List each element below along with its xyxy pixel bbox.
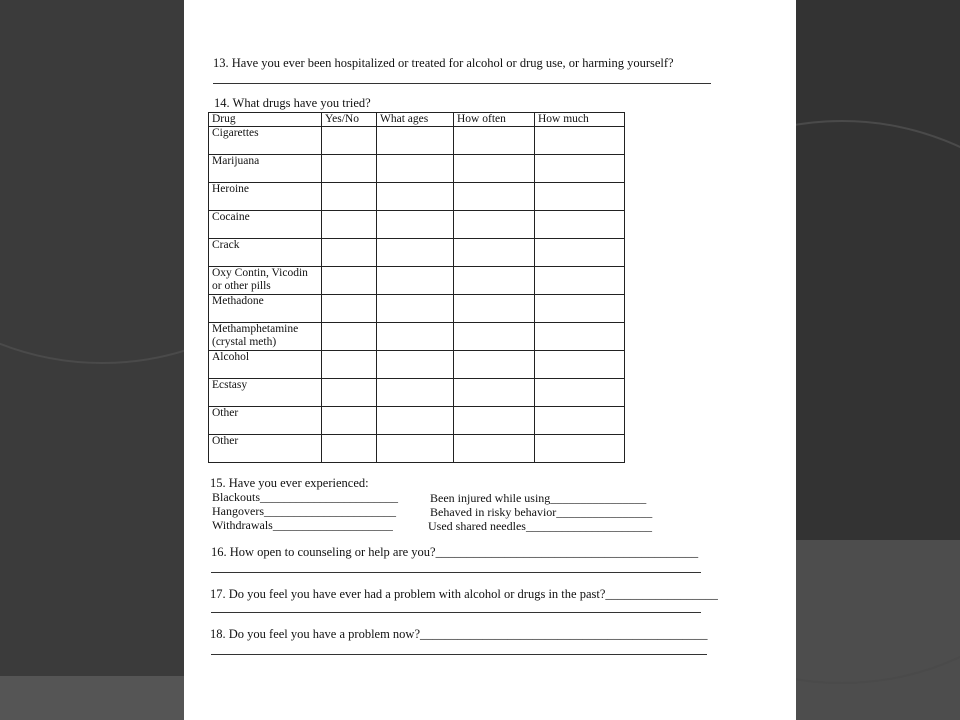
drug-name-cell xyxy=(209,127,322,155)
answer-what-ages[interactable] xyxy=(377,155,454,183)
answer-what-ages[interactable] xyxy=(377,351,454,379)
answer-yes-no[interactable] xyxy=(322,351,377,379)
drug-table xyxy=(208,112,625,463)
table-row xyxy=(209,239,625,267)
table-row xyxy=(209,127,625,155)
drug-name-cell xyxy=(209,407,322,435)
drug-name-line: Alcohol xyxy=(212,351,250,363)
answer-how-often[interactable] xyxy=(454,407,535,435)
answer-how-often[interactable] xyxy=(454,127,535,155)
drug-name-cell xyxy=(209,295,322,323)
experience-blackouts[interactable]: Blackouts_______________________ xyxy=(212,490,398,504)
drug-name-line: Marijuana xyxy=(212,155,260,167)
answer-how-much[interactable] xyxy=(535,295,625,323)
answer-what-ages[interactable] xyxy=(377,379,454,407)
answer-how-much[interactable] xyxy=(535,351,625,379)
drug-name-line: Cocaine xyxy=(212,211,250,223)
answer-how-often[interactable] xyxy=(454,323,535,351)
question-14: 14. What drugs have you tried? xyxy=(214,96,371,110)
answer-yes-no[interactable] xyxy=(322,435,377,463)
drug-name-cell xyxy=(209,323,322,351)
answer-yes-no[interactable] xyxy=(322,323,377,351)
answer-yes-no[interactable] xyxy=(322,183,377,211)
question-18: 18. Do you feel you have a problem now?______________________________________________ xyxy=(210,627,708,641)
drug-name-line: (crystal meth) xyxy=(212,336,277,348)
answer-how-often[interactable] xyxy=(454,295,535,323)
document-page xyxy=(184,0,796,720)
experience-shared-needles[interactable]: Used shared needles_____________________ xyxy=(428,519,652,533)
answer-how-often[interactable] xyxy=(454,351,535,379)
answer-how-often[interactable] xyxy=(454,239,535,267)
drug-name-cell xyxy=(209,211,322,239)
answer-yes-no[interactable] xyxy=(322,407,377,435)
header-what-ages: What ages xyxy=(377,113,454,127)
drug-name-line: Oxy Contin, Vicodin xyxy=(212,267,308,279)
drug-name-cell xyxy=(209,435,322,463)
drug-name-cell xyxy=(209,155,322,183)
table-row xyxy=(209,267,625,295)
drug-name-line: Methamphetamine xyxy=(212,323,299,335)
table-row xyxy=(209,155,625,183)
answer-yes-no[interactable] xyxy=(322,211,377,239)
drug-name-cell xyxy=(209,239,322,267)
answer-what-ages[interactable] xyxy=(377,211,454,239)
drug-name-cell xyxy=(209,267,322,295)
answer-yes-no[interactable] xyxy=(322,155,377,183)
answer-yes-no[interactable] xyxy=(322,295,377,323)
answer-what-ages[interactable] xyxy=(377,323,454,351)
header-drug: Drug xyxy=(209,113,322,127)
answer-how-much[interactable] xyxy=(535,127,625,155)
answer-what-ages[interactable] xyxy=(377,295,454,323)
answer-how-often[interactable] xyxy=(454,379,535,407)
answer-yes-no[interactable] xyxy=(322,267,377,295)
table-row xyxy=(209,351,625,379)
answer-how-much[interactable] xyxy=(535,211,625,239)
drug-name-line: or other pills xyxy=(212,280,271,292)
drug-name-line: Crack xyxy=(212,239,240,251)
answer-what-ages[interactable] xyxy=(377,183,454,211)
drug-name-line: Other xyxy=(212,435,239,447)
drug-name-line: Methadone xyxy=(212,295,264,307)
question-13: 13. Have you ever been hospitalized or treated for alcohol or drug use, or harming yourself? xyxy=(213,56,674,70)
table-row xyxy=(209,211,625,239)
answer-yes-no[interactable] xyxy=(322,127,377,155)
answer-what-ages[interactable] xyxy=(377,267,454,295)
answer-yes-no[interactable] xyxy=(322,239,377,267)
answer-how-much[interactable] xyxy=(535,239,625,267)
header-yes-no: Yes/No xyxy=(322,113,377,127)
answer-how-much[interactable] xyxy=(535,323,625,351)
experience-injured[interactable]: Been injured while using________________ xyxy=(430,491,647,505)
experience-hangovers[interactable]: Hangovers______________________ xyxy=(212,504,396,518)
answer-how-much[interactable] xyxy=(535,183,625,211)
table-row xyxy=(209,323,625,351)
background-lower-left xyxy=(0,676,184,720)
header-how-often: How often xyxy=(454,113,535,127)
answer-what-ages[interactable] xyxy=(377,407,454,435)
experience-risky-behavior[interactable]: Behaved in risky behavior________________ xyxy=(430,505,653,519)
table-row xyxy=(209,379,625,407)
table-row xyxy=(209,435,625,463)
drug-name-line: Heroine xyxy=(212,183,250,195)
answer-what-ages[interactable] xyxy=(377,127,454,155)
answer-yes-no[interactable] xyxy=(322,379,377,407)
answer-how-often[interactable] xyxy=(454,183,535,211)
answer-how-often[interactable] xyxy=(454,211,535,239)
drug-name-line: Cigarettes xyxy=(212,127,259,139)
answer-line-16[interactable] xyxy=(211,572,701,573)
answer-what-ages[interactable] xyxy=(377,239,454,267)
question-16: 16. How open to counseling or help are you?__________________________________________ xyxy=(211,545,699,559)
table-header-row xyxy=(209,113,625,127)
question-17: 17. Do you feel you have ever had a problem with alcohol or drugs in the past?__________________ xyxy=(210,587,718,601)
answer-how-much[interactable] xyxy=(535,155,625,183)
answer-how-much[interactable] xyxy=(535,267,625,295)
answer-how-often[interactable] xyxy=(454,435,535,463)
header-how-much: How much xyxy=(535,113,625,127)
answer-how-much[interactable] xyxy=(535,379,625,407)
answer-how-much[interactable] xyxy=(535,435,625,463)
drug-name-cell xyxy=(209,351,322,379)
drug-name-line: Ecstasy xyxy=(212,379,248,391)
drug-name-cell xyxy=(209,379,322,407)
drug-name-line: Other xyxy=(212,407,239,419)
answer-line-13[interactable] xyxy=(213,83,711,84)
answer-how-often[interactable] xyxy=(454,267,535,295)
table-row xyxy=(209,295,625,323)
answer-line-18[interactable] xyxy=(211,654,707,655)
drug-name-cell xyxy=(209,183,322,211)
table-row xyxy=(209,183,625,211)
answer-what-ages[interactable] xyxy=(377,435,454,463)
question-15: 15. Have you ever experienced: xyxy=(210,476,369,490)
answer-how-often[interactable] xyxy=(454,155,535,183)
table-row xyxy=(209,407,625,435)
experience-withdrawals[interactable]: Withdrawals____________________ xyxy=(212,518,393,532)
answer-how-much[interactable] xyxy=(535,407,625,435)
answer-line-17[interactable] xyxy=(211,612,701,613)
